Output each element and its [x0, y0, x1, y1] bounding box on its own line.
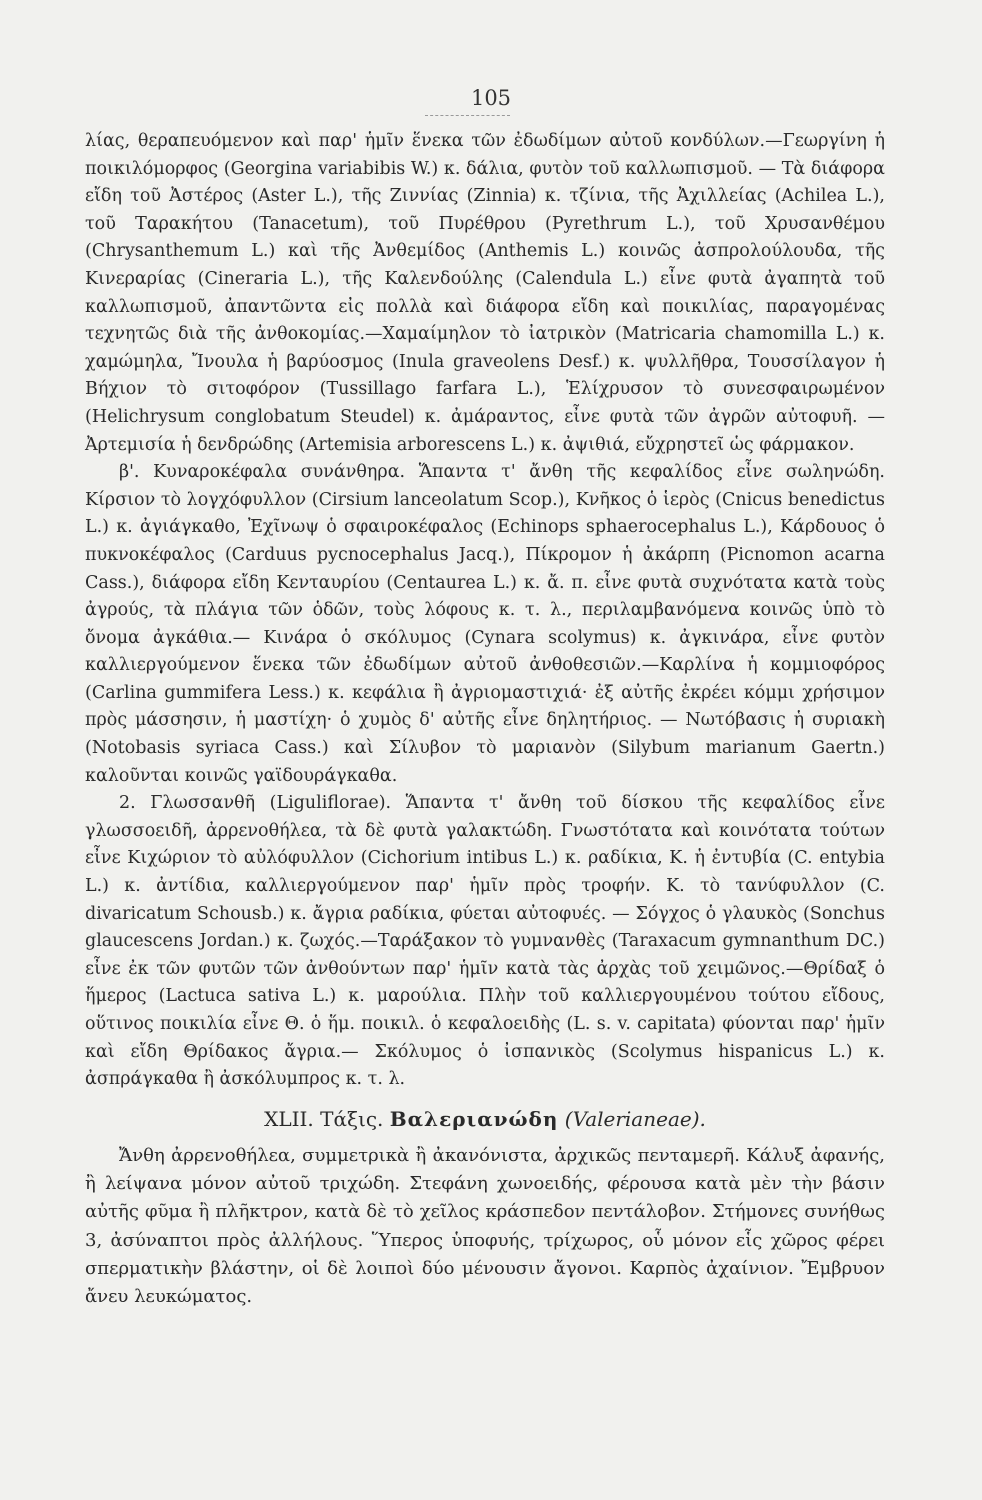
paragraph: β'. Κυναροκέφαλα συνάνθηρα. Ἅπαντα τ' ἄνθη τῆς κεφαλίδος εἶνε σωληνώδη. Κίρσιον τὸ λογχόφυλλον (Cirsium lanceolatum Scop.), Κνῆκος ὁ ἱερὸς (Cnicus benedictus L.) κ. ἀγιάγκαθο, Ἐχῖνωψ ὁ σφαιροκέφαλος (Echinops sphaerocephalus L.), Κάρδουος ὁ πυκνοκέφαλος (Carduus pycnocephalus Jacq.), Πίκρομον ἡ ἀκάρπη (Picnomon acarna Cass.), διάφορα εἴδη Κενταυρίου (Centaurea L.) κ. ἄ. π. εἶνε φυτὰ συχνότατα κατὰ τοὺς ἀγρούς, τὰ πλάγια τῶν ὁδῶν, τοὺς λόφους κ. τ. λ., περιλαμβανόμενα κοινῶς ὑπὸ τὸ ὄνομα ἀγκάθια.— Κινάρα ὁ σκόλυμος (Cynara scolymus) κ. ἀγκινάρα, εἶνε φυτὸν καλλιεργούμενον ἕνεκα τῶν ἐδωδίμων αὐτοῦ ἀνθοθεσιῶν.—Καρλίνα ἡ κομμιοφόρος (Carlina gummifera Less.) κ. κεφάλια ἢ ἀγριομαστιχιά· ἐξ αὐτῆς ἐκρέει κόμμι χρήσιμον πρὸς μάσσησιν, ἡ μαστίχη· ὁ χυμὸς δ' αὐτῆς εἶνε δηλητήριος. — Νωτόβασις ἡ συριακὴ (Notobasis syriaca Cass.) καὶ Σίλυβον τὸ μαριανὸν (Silybum marianum Gaertn.) καλοῦνται κοινῶς γαϊδουράγκαθα.	[85, 462, 885, 786]
page-number: 105	[470, 86, 512, 110]
family-latin-name: (Valerianeae).	[564, 1106, 706, 1131]
paragraph: 2. Γλωσσανθῆ (Liguliflorae). Ἅπαντα τ' ἄνθη τοῦ δίσκου τῆς κεφαλίδος εἶνε γλωσσοειδῆ, ἀρρενοθήλεα, τὰ δὲ φυτὰ γαλακτώδη. Γνωστότατα καὶ κοινότατα τούτων εἶνε Κιχώριον τὸ αὐλόφυλλον (Cichorium intibus L.) κ. ραδίκια, Κ. ἡ ἐντυβία (C. entybia L.) κ. ἀντίδια, καλλιεργούμενον παρ' ἡμῖν πρὸς τροφήν. Κ. τὸ τανύφυλλον (C. divaricatum Schousb.) κ. ἄγρια ραδίκια, φύεται αὐτοφυές. — Σόγχος ὁ γλαυκὸς (Sonchus glaucescens Jordan.) κ. ζωχός.—Ταράξακον τὸ γυμνανθὲς (Taraxacum gymnanthum DC.) εἶνε ἐκ τῶν φυτῶν τῶν ἀνθούντων παρ' ἡμῖν κατὰ τὰς ἀρχὰς τοῦ χειμῶνος.—Θρίδαξ ὁ ἥμερος (Lactuca sativa L.) κ. μαρούλια. Πλὴν τοῦ καλλιεργουμένου τούτου εἴδους, οὕτινος ποικιλία εἶνε Θ. ὁ ἥμ. ποικιλ. ὁ κεφαλοειδὴς (L. s. v. capitata) φύονται παρ' ἡμῖν καὶ εἴδη Θρίδακος ἄγρια.— Σκόλυμος ὁ ἰσπανικὸς (Scolymus hispanicus L.) κ. ἀσπράγκαθα ἢ ἀσκόλυμπρος κ. τ. λ.	[85, 793, 885, 1090]
body-text	[85, 128, 885, 1312]
section-paragraph: Ἄνθη ἀρρενοθήλεα, συμμετρικὰ ἢ ἀκανόνιστα, ἀρχικῶς πενταμερῆ. Κάλυξ ἀφανής, ἢ λείψανα μόνον αὐτοῦ τριχώδη. Στεφάνη χωνοειδής, φέρουσα κατὰ μὲν τὴν βάσιν αὐτῆς φῦμα ἢ πλῆκτρον, κατὰ δὲ τὸ χεῖλος κράσπεδον πεντάλοβον. Στήμονες συνήθως 3, ἀσύναπτοι πρὸς ἀλλήλους. Ὕπερος ὑποφυής, τρίχωρος, οὗ μόνον εἷς χῶρος φέρει σπερματικὴν βλάστην, οἱ δὲ λοιποὶ δύο μένουσιν ἄγονοι. Καρπὸς ἀχαίνιον. Ἔμβρυον ἄνευ λευκώματος.	[85, 1144, 885, 1308]
section-number: XLII. Τάξις.	[264, 1106, 384, 1131]
paragraph: λίας, θεραπευόμενον καὶ παρ' ἡμῖν ἕνεκα τῶν ἐδωδίμων αὐτοῦ κονδύλων.—Γεωργίνη ἡ ποικιλόμορφος (Georgina variabibis W.) κ. δάλια, φυτὸν τοῦ καλλωπισμοῦ. — Τὰ διάφορα εἴδη τοῦ Ἀστέρος (Aster L.), τῆς Ζιννίας (Zinnia) κ. τζίνια, τῆς Ἀχιλλείας (Achilea L.), τοῦ Ταρακήτου (Tanacetum), τοῦ Πυρέθρου (Pyrethrum L.), τοῦ Χρυσανθέμου (Chrysanthemum L.) καὶ τῆς Ἀνθεμίδος (Anthemis L.) κοινῶς ἀσπρολούλουδα, τῆς Κινεραρίας (Cineraria L.), τῆς Καλενδούλης (Calendula L.) εἶνε φυτὰ ἀγαπητὰ τοῦ καλλωπισμοῦ, ἀπαντῶντα εἰς πολλὰ καὶ διάφορα εἴδη καὶ ποικιλίας, παραγομένας τεχνητῶς διὰ τῆς ἀνθοκομίας.—Χαμαίμηλον τὸ ἰατρικὸν (Matricaria chamomilla L.) κ. χαμώμηλα, Ἴνουλα ἡ βαρύοσμος (Inula graveolens Desf.) κ. ψυλλῆθρα, Τουσσίλαγον ἡ Βήχιον τὸ σιτοφόρον (Tussillago farfara L.), Ἑλίχρυσον τὸ συνεσφαιρωμένον (Helichrysum conglobatum Steudel) κ. ἀμάραντος, εἶνε φυτὰ τῶν ἀγρῶν αὐτοφυῆ. — Ἀρτεμισία ἡ δενδρώδης (Artemisia arborescens L.) κ. ἀψιθιά, εὔχρηστεῖ ὡς φάρμακον.	[85, 131, 885, 455]
page-number-rule	[425, 115, 510, 116]
family-name: Βαλεριανώδη	[389, 1106, 559, 1131]
section-heading	[85, 1104, 885, 1134]
